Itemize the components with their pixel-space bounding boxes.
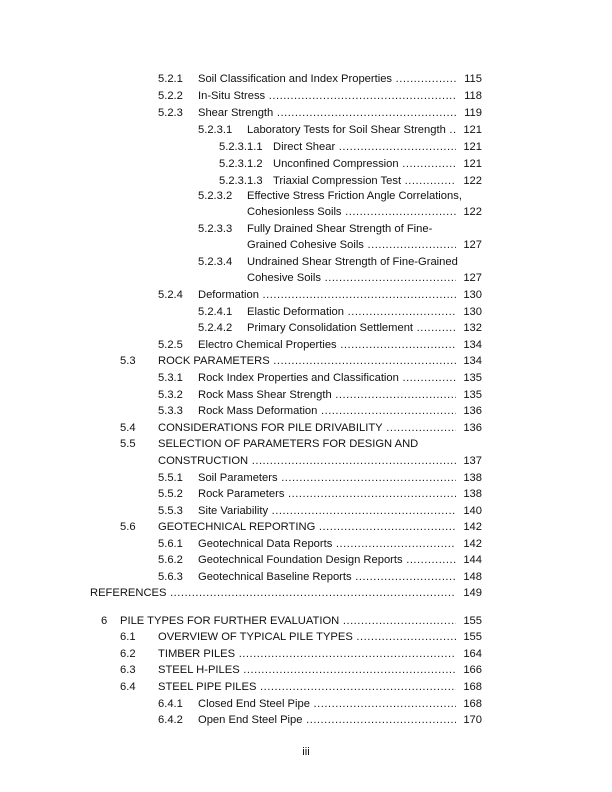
toc-entry-title[interactable]: Closed End Steel Pipe ..... — [198, 698, 456, 711]
toc-entry-title[interactable]: Site Variability ..... — [198, 505, 456, 518]
toc-entry-title[interactable]: Rock Parameters ..... — [198, 488, 456, 501]
toc-entry-number: 5.3.2 — [158, 389, 183, 401]
toc-entry-page: 127 — [456, 272, 482, 285]
toc-entry-page: 130 — [456, 306, 482, 319]
toc-entry-number: 5.2.3.3 — [198, 223, 233, 235]
toc-entry-page: 168 — [456, 698, 482, 711]
toc-entry-title-continued[interactable]: Grained Cohesive Soils ..... — [247, 239, 456, 252]
toc-entry-page: 135 — [456, 389, 482, 402]
toc-entry-page: 121 — [456, 124, 482, 137]
toc-entry-title[interactable]: Direct Shear ..... — [273, 141, 456, 154]
toc-entry-title[interactable]: GEOTECHNICAL REPORTING ..... — [158, 521, 456, 534]
toc-entry-title[interactable]: Electro Chemical Properties ..... — [198, 339, 456, 352]
toc-entry-number: 5.6.1 — [158, 538, 183, 550]
toc-entry-title[interactable]: Triaxial Compression Test ..... — [273, 175, 456, 188]
toc-entry-number: 5.6.3 — [158, 571, 183, 583]
toc-entry-number: 5.5.2 — [158, 488, 183, 500]
toc-entry-number: 5.3.3 — [158, 405, 183, 417]
toc-entry-page: 136 — [456, 405, 482, 418]
toc-entry-page: 168 — [456, 681, 482, 694]
toc-entry-title[interactable]: STEEL H-PILES ..... — [158, 664, 456, 677]
toc-entry-number: 6.1 — [120, 631, 136, 643]
toc-entry-page: 144 — [456, 554, 482, 567]
toc-entry-title[interactable]: TIMBER PILES ..... — [158, 648, 456, 661]
toc-entry-page: 138 — [456, 472, 482, 485]
toc-entry-page: 138 — [456, 488, 482, 501]
toc-entry-title[interactable]: Shear Strength ..... — [198, 107, 456, 120]
toc-entry-number: 5.2.2 — [158, 90, 183, 102]
toc-entry-title[interactable]: Rock Mass Shear Strength ..... — [198, 389, 456, 402]
toc-entry-number: 6.2 — [120, 648, 136, 660]
toc-entry-title[interactable]: STEEL PIPE PILES ..... — [158, 681, 456, 694]
toc-entry-title[interactable]: OVERVIEW OF TYPICAL PILE TYPES ..... — [158, 631, 456, 644]
toc-entry-title[interactable]: Rock Index Properties and Classification ..... — [198, 372, 456, 385]
toc-entry-number: 5.2.4.2 — [198, 322, 233, 334]
toc-entry-number: 5.6 — [120, 521, 136, 533]
toc-entry-title[interactable]: REFERENCES ..... — [90, 587, 456, 600]
toc-entry-page: 127 — [456, 239, 482, 252]
toc-entry-title[interactable]: Unconfined Compression ..... — [273, 158, 456, 171]
toc-entry-page: 118 — [456, 90, 482, 103]
toc-entry-page: 122 — [456, 206, 482, 219]
toc-entry-number: 5.5 — [120, 438, 136, 450]
toc-entry-page: 166 — [456, 664, 482, 677]
toc-entry-number: 5.4 — [120, 422, 136, 434]
toc-entry-page: 142 — [456, 521, 482, 534]
toc-entry-page: 142 — [456, 538, 482, 551]
toc-entry-number: 5.2.3.4 — [198, 256, 233, 268]
toc-entry-page: 164 — [456, 648, 482, 661]
toc-entry-title[interactable]: Geotechnical Foundation Design Reports ..... — [198, 554, 456, 567]
toc-entry-title[interactable]: Laboratory Tests for Soil Shear Strength ..... — [247, 124, 456, 137]
toc-entry-number: 5.3.1 — [158, 372, 183, 384]
toc-entry-title[interactable]: ROCK PARAMETERS ..... — [158, 355, 456, 368]
toc-entry-page: 134 — [456, 339, 482, 352]
toc-entry-page: 130 — [456, 289, 482, 302]
toc-entry-title[interactable]: Fully Drained Shear Strength of Fine- — [247, 223, 433, 235]
toc-entry-title[interactable]: Open End Steel Pipe ..... — [198, 714, 456, 727]
toc-entry-title[interactable]: SELECTION OF PARAMETERS FOR DESIGN AND — [158, 438, 419, 450]
toc-entry-title[interactable]: Deformation ..... — [198, 289, 456, 302]
toc-entry-number: 6 — [101, 615, 108, 627]
toc-entry-number: 5.2.3.2 — [198, 190, 233, 202]
toc-entry-page: 170 — [456, 714, 482, 727]
toc-entry-page: 122 — [456, 175, 482, 188]
toc-entry-title-continued[interactable]: CONSTRUCTION ..... — [158, 455, 456, 468]
toc-entry-page: 137 — [456, 455, 482, 468]
toc-entry-page: 132 — [456, 322, 482, 335]
toc-entry-page: 148 — [456, 571, 482, 584]
toc-entry-number: 6.3 — [120, 664, 136, 676]
toc-entry-page: 134 — [456, 355, 482, 368]
toc-entry-number: 5.2.3.1 — [198, 124, 233, 136]
toc-entry-title[interactable]: Soil Parameters ..... — [198, 472, 456, 485]
toc-entry-page: 135 — [456, 372, 482, 385]
toc-entry-number: 5.2.1 — [158, 73, 183, 85]
toc-entry-page: 121 — [456, 158, 482, 171]
toc-entry-number: 6.4 — [120, 681, 136, 693]
toc-entry-number: 6.4.2 — [158, 714, 183, 726]
page-number: iii — [302, 746, 310, 758]
toc-entry-number: 5.2.3.1.1 — [219, 141, 263, 153]
toc-entry-title[interactable]: Soil Classification and Index Properties ..... — [198, 73, 456, 86]
toc-entry-page: 136 — [456, 422, 482, 435]
toc-entry-title[interactable]: CONSIDERATIONS FOR PILE DRIVABILITY ..... — [158, 422, 456, 435]
toc-entry-title[interactable]: Effective Stress Friction Angle Correlations, — [247, 190, 462, 202]
toc-entry-number: 6.4.1 — [158, 698, 183, 710]
toc-entry-number: 5.2.3.1.3 — [219, 175, 263, 187]
toc-entry-number: 5.2.3.1.2 — [219, 158, 263, 170]
toc-entry-number: 5.2.5 — [158, 339, 183, 351]
toc-entry-page: 140 — [456, 505, 482, 518]
toc-entry-page: 115 — [456, 73, 482, 86]
toc-entry-number: 5.6.2 — [158, 554, 183, 566]
toc-entry-number: 5.5.3 — [158, 505, 183, 517]
toc-entry-number: 5.2.3 — [158, 107, 183, 119]
toc-entry-page: 155 — [456, 615, 482, 628]
toc-entry-title[interactable]: In-Situ Stress ..... — [198, 90, 456, 103]
toc-entry-title-continued[interactable]: Cohesionless Soils ..... — [247, 206, 456, 219]
toc-entry-page: 155 — [456, 631, 482, 644]
toc-entry-title-continued[interactable]: Cohesive Soils ..... — [247, 272, 456, 285]
toc-entry-title[interactable]: Rock Mass Deformation ..... — [198, 405, 456, 418]
toc-entry-page: 149 — [456, 587, 482, 600]
toc-entry-title[interactable]: Primary Consolidation Settlement ..... — [247, 322, 456, 335]
toc-entry-title[interactable]: PILE TYPES FOR FURTHER EVALUATION ..... — [120, 615, 456, 628]
toc-entry-title[interactable]: Elastic Deformation ..... — [247, 306, 456, 319]
toc-entry-title[interactable]: Geotechnical Baseline Reports ..... — [198, 571, 456, 584]
toc-entry-title[interactable]: Undrained Shear Strength of Fine-Grained — [247, 256, 458, 268]
toc-entry-number: 5.2.4.1 — [198, 306, 233, 318]
toc-entry-title[interactable]: Geotechnical Data Reports ..... — [198, 538, 456, 551]
toc-entry-number: 5.5.1 — [158, 472, 183, 484]
toc-entry-page: 121 — [456, 141, 482, 154]
toc-entry-number: 5.3 — [120, 355, 136, 367]
toc-entry-page: 119 — [456, 107, 482, 120]
toc-entry-number: 5.2.4 — [158, 289, 183, 301]
